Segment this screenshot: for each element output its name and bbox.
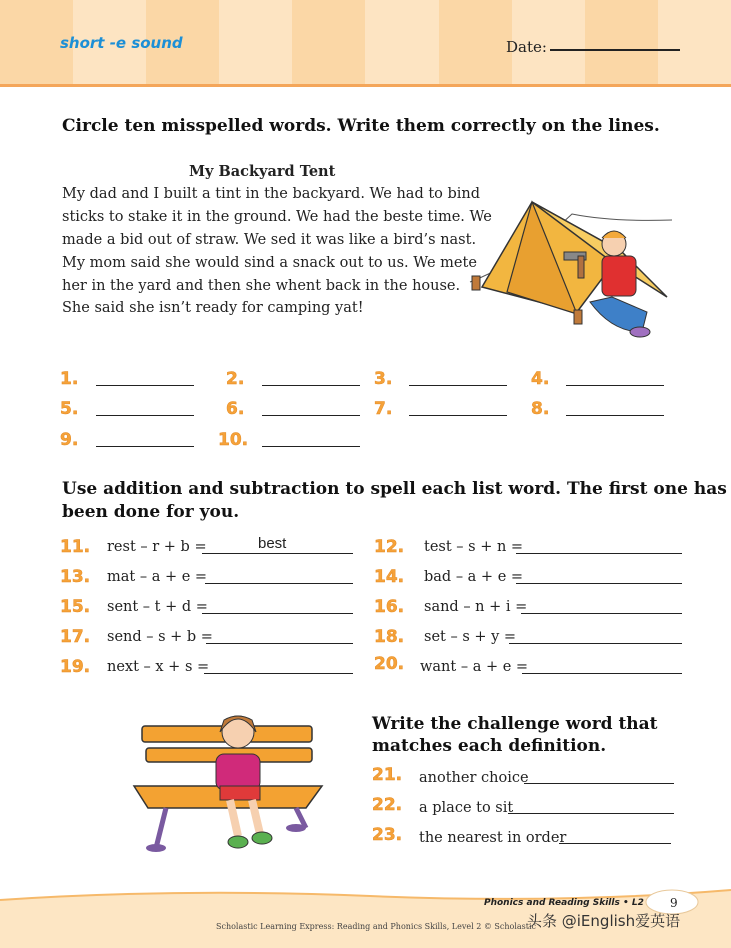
watermark: 头条 @iEnglish爱英语: [527, 912, 681, 930]
equation: want – a + e =: [420, 659, 529, 675]
item-number: 20.: [374, 654, 405, 674]
equation: sand – n + i =: [424, 599, 528, 615]
definition: a place to sit: [419, 800, 514, 816]
section1-instruction: Circle ten misspelled words. Write them correctly on the lines.: [62, 116, 660, 136]
definition: another choice: [419, 770, 529, 786]
story-title: My Backyard Tent: [189, 163, 336, 180]
item-number: 19.: [60, 657, 91, 677]
answer-line[interactable]: [262, 415, 360, 416]
answer-line[interactable]: [566, 385, 664, 386]
answer-line[interactable]: [566, 415, 664, 416]
item-number: 8.: [531, 399, 550, 419]
answer-line[interactable]: [202, 613, 353, 614]
item-number: 22.: [372, 795, 403, 815]
page-number: 9: [670, 896, 678, 910]
item-number: 5.: [60, 399, 79, 419]
equation: rest – r + b =: [107, 539, 207, 555]
item-number: 4.: [531, 369, 550, 389]
section2-instruction: been done for you.: [62, 502, 240, 522]
answer-line[interactable]: [262, 385, 360, 386]
section3-instruction: matches each definition.: [372, 736, 607, 756]
item-number: 12.: [374, 537, 405, 557]
equation: sent – t + d =: [107, 599, 208, 615]
answer-line[interactable]: [522, 673, 682, 674]
equation: mat – a + e =: [107, 569, 208, 585]
answer-line[interactable]: [204, 673, 353, 674]
item-number: 14.: [374, 567, 405, 587]
item-number: 16.: [374, 597, 405, 617]
equation: send – s + b =: [107, 629, 213, 645]
date-field[interactable]: [550, 49, 680, 51]
item-number: 17.: [60, 627, 91, 647]
item-number: 21.: [372, 765, 403, 785]
date-label: Date:: [506, 38, 547, 56]
item-number: 13.: [60, 567, 91, 587]
section3-instruction: Write the challenge word that: [372, 714, 658, 734]
item-number: 18.: [374, 627, 405, 647]
equation: test – s + n =: [424, 539, 524, 555]
section2-instruction: Use addition and subtraction to spell each list word. The first one has: [62, 479, 727, 499]
story-line: her in the yard and then she whent back in the house.: [62, 278, 461, 294]
item-number: 9.: [60, 430, 79, 450]
story-line: sticks to stake it in the ground. We had the beste time. We: [62, 209, 492, 225]
answer-line[interactable]: [96, 385, 194, 386]
item-number: 11.: [60, 537, 91, 557]
item-number: 1.: [60, 369, 79, 389]
answer-line[interactable]: [96, 446, 194, 447]
equation: bad – a + e =: [424, 569, 524, 585]
answer-line[interactable]: [409, 385, 507, 386]
story-line: My mom said she would sind a snack out to us. We mete: [62, 255, 477, 271]
story-line: My dad and I built a tint in the backyard. We had to bind: [62, 186, 481, 202]
item-number: 23.: [372, 825, 403, 845]
footer-skill-label: Phonics and Reading Skills • L2: [484, 898, 644, 908]
answer-line[interactable]: [559, 843, 671, 844]
answer-line[interactable]: [96, 415, 194, 416]
story-line: She said she isn’t ready for camping yat!: [62, 300, 364, 316]
answer-line[interactable]: [516, 553, 682, 554]
answer-line[interactable]: [509, 643, 682, 644]
item-number: 7.: [374, 399, 393, 419]
answer-line[interactable]: [409, 415, 507, 416]
answer-line[interactable]: [524, 783, 674, 784]
answer-line[interactable]: [508, 813, 674, 814]
girl-on-bench-illustration: [126, 708, 326, 858]
header-divider: [0, 84, 731, 87]
topic-tag: short -e sound: [60, 34, 183, 52]
copyright: Scholastic Learning Express: Reading and Phonics Skills, Level 2 © Scholastic: [216, 922, 536, 931]
answer-line[interactable]: [202, 553, 353, 554]
item-number: 3.: [374, 369, 393, 389]
equation: set – s + y =: [424, 629, 517, 645]
answer-line[interactable]: [516, 583, 682, 584]
tent-illustration: [462, 192, 682, 347]
answer-line[interactable]: [205, 583, 353, 584]
equation: next – x + s =: [107, 659, 210, 675]
example-answer: best: [258, 535, 287, 552]
answer-line[interactable]: [521, 613, 682, 614]
story-line: made a bid out of straw. We sed it was like a bird’s nast.: [62, 232, 477, 248]
definition: the nearest in order: [419, 830, 567, 846]
item-number: 2.: [226, 369, 245, 389]
item-number: 10.: [218, 430, 249, 450]
item-number: 15.: [60, 597, 91, 617]
answer-line[interactable]: [262, 446, 360, 447]
answer-line[interactable]: [206, 643, 353, 644]
item-number: 6.: [226, 399, 245, 419]
